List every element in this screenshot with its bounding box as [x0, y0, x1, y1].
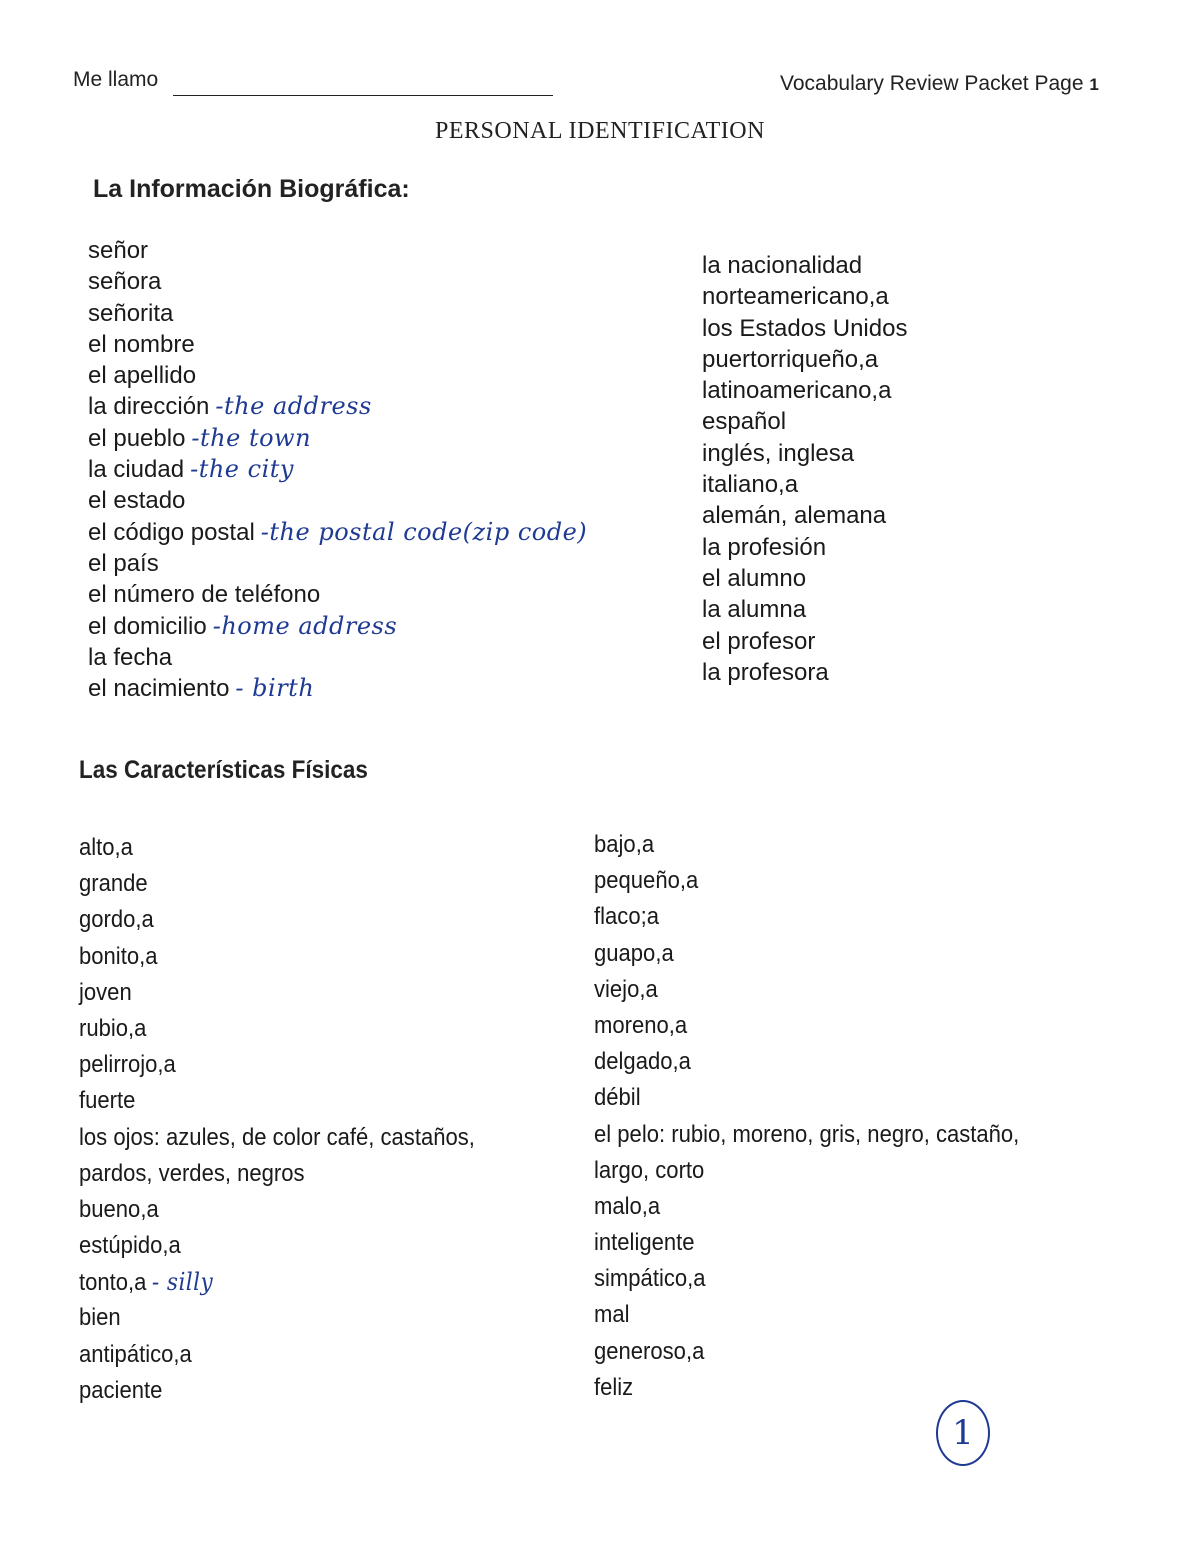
vocab-row	[79, 1228, 475, 1264]
vocab-term: fuerte	[79, 1087, 136, 1115]
vocab-term: español	[702, 408, 787, 436]
vocab-term: estúpido,a	[79, 1232, 181, 1260]
vocab-row	[79, 1300, 475, 1336]
vocab-term: malo,a	[594, 1192, 661, 1220]
vocab-row	[88, 642, 587, 673]
vocab-row	[88, 360, 587, 391]
vocab-row	[79, 1156, 475, 1192]
handwritten-note: - birth	[235, 674, 315, 703]
vocab-term: el código postal	[88, 518, 255, 546]
packet-header	[780, 72, 1099, 96]
vocab-term: señor	[88, 237, 149, 264]
vocab-term: pardos, verdes, negros	[79, 1159, 305, 1187]
vocab-row	[88, 423, 587, 454]
vocab-term: la ciudad	[88, 456, 185, 484]
vocab-term: paciente	[79, 1376, 163, 1404]
vocab-term: inglés, inglesa	[702, 439, 855, 467]
vocab-term: la dirección	[88, 393, 210, 421]
vocab-term: antipático,a	[79, 1340, 192, 1368]
vocab-term: el profesor	[702, 627, 816, 655]
vocab-row	[79, 939, 475, 975]
vocab-term: pelirrojo,a	[79, 1051, 176, 1079]
vocab-term: los Estados Unidos	[702, 314, 908, 342]
vocab-row	[79, 1011, 475, 1047]
vocab-term: rubio,a	[79, 1014, 147, 1042]
vocab-row	[88, 391, 587, 422]
name-label: Me llamo	[73, 68, 159, 91]
vocab-term: norteamericano,a	[702, 283, 889, 311]
vocab-term: la fecha	[88, 643, 173, 671]
vocab-term: el número de teléfono	[88, 581, 321, 609]
circled-page-number: 1	[936, 1400, 990, 1466]
vocab-row	[79, 866, 475, 902]
vocab-term: bueno,a	[79, 1195, 159, 1223]
vocab-row	[79, 1264, 475, 1300]
vocab-row	[79, 975, 475, 1011]
handwritten-note: -the city	[190, 455, 294, 484]
vocab-row	[79, 1047, 475, 1083]
vocab-term: bajo,a	[594, 831, 655, 858]
vocab-term: el apellido	[88, 362, 197, 390]
vocab-term: guapo,a	[594, 939, 674, 967]
vocab-term: débil	[594, 1084, 641, 1112]
vocab-term: la profesora	[702, 658, 829, 686]
vocab-row	[88, 266, 587, 297]
packet-label: Vocabulary Review Packet Page	[780, 72, 1084, 95]
vocab-term: el pelo: rubio, moreno, gris, negro, castaño,	[594, 1120, 1020, 1148]
name-blank-line	[173, 95, 553, 96]
vocab-term: bien	[79, 1304, 121, 1332]
vocab-term: simpático,a	[594, 1265, 706, 1293]
vocab-term: alemán, alemana	[702, 502, 887, 530]
fisicas-left-column	[79, 830, 475, 1409]
vocab-term: la nacionalidad	[702, 252, 863, 279]
vocab-term: latinoamericano,a	[702, 377, 892, 405]
vocab-row	[88, 517, 587, 548]
section-heading-fisicas: Las Características Físicas	[79, 756, 368, 784]
vocab-term: gordo,a	[79, 906, 154, 934]
vocab-term: delgado,a	[594, 1048, 691, 1076]
handwritten-note: -the town	[191, 423, 312, 452]
vocab-term: puertorriqueño,a	[702, 345, 879, 373]
vocab-term: alto,a	[79, 834, 133, 861]
vocab-term: joven	[79, 978, 132, 1006]
vocab-term: el estado	[88, 487, 186, 515]
vocab-term: los ojos: azules, de color café, castaños,	[79, 1123, 475, 1151]
vocab-row	[79, 902, 475, 938]
packet-page-number: 1	[1089, 75, 1099, 94]
bio-left-column	[88, 235, 587, 704]
vocab-term: tonto,a	[79, 1269, 147, 1297]
vocab-row	[79, 1120, 475, 1156]
vocab-term: moreno,a	[594, 1011, 688, 1039]
vocab-term: la profesión	[702, 533, 827, 561]
vocab-row	[79, 830, 475, 866]
vocab-row	[79, 1373, 475, 1409]
vocab-term: el nombre	[88, 330, 195, 358]
vocab-row	[88, 485, 587, 516]
vocab-row	[88, 235, 587, 266]
handwritten-note: -the address	[215, 392, 372, 421]
vocab-row	[88, 611, 587, 642]
vocab-term: señorita	[88, 299, 174, 327]
vocab-term: mal	[594, 1301, 630, 1329]
bio-right-column	[702, 250, 907, 688]
vocab-term: la alumna	[702, 596, 807, 624]
vocab-term: flaco;a	[594, 903, 659, 931]
vocab-term: largo, corto	[594, 1156, 705, 1184]
vocab-term: pequeño,a	[594, 867, 699, 895]
vocab-row	[88, 673, 587, 704]
vocab-row	[79, 1192, 475, 1228]
handwritten-note: -the postal code(zip code)	[260, 517, 588, 546]
vocab-row	[88, 329, 587, 360]
vocab-term: generoso,a	[594, 1337, 705, 1365]
vocab-row	[88, 579, 587, 610]
vocab-term: señora	[88, 268, 162, 296]
vocab-term: el país	[88, 549, 159, 577]
vocab-term: italiano,a	[702, 471, 799, 499]
document-title: PERSONAL IDENTIFICATION	[435, 118, 765, 144]
vocab-term: viejo,a	[594, 975, 658, 1003]
vocab-term: feliz	[594, 1373, 634, 1401]
vocab-term: el pueblo	[88, 424, 186, 452]
vocab-row	[88, 454, 587, 485]
handwritten-note: - silly	[151, 1268, 214, 1297]
vocab-row	[88, 548, 587, 579]
vocab-row	[79, 1083, 475, 1119]
vocab-row	[79, 1337, 475, 1373]
vocab-term: el domicilio	[88, 612, 207, 640]
vocab-term: el nacimiento	[88, 675, 230, 703]
vocab-term: bonito,a	[79, 942, 158, 970]
vocab-term: grande	[79, 870, 148, 898]
section-heading-bio: La Información Biográfica:	[93, 175, 410, 203]
fisicas-right-column	[594, 827, 1019, 1406]
vocab-term: el alumno	[702, 564, 807, 592]
vocab-term: inteligente	[594, 1229, 695, 1257]
vocab-row	[88, 298, 587, 329]
handwritten-note: -home address	[212, 611, 398, 640]
